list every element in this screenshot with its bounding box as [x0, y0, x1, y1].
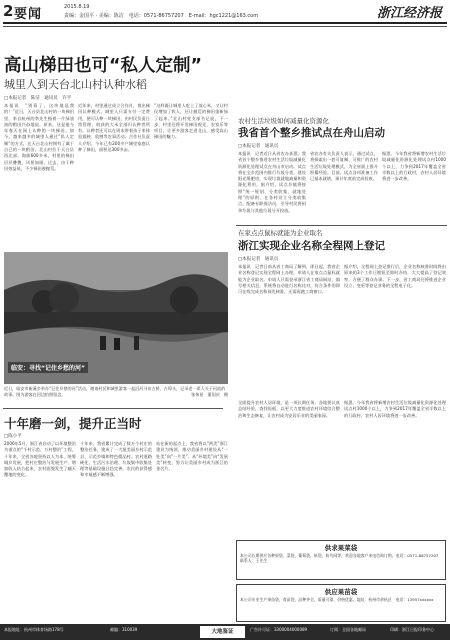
- photo-credit: 张伟星 董国庆 摄: [191, 392, 228, 397]
- right-top-kicker: 农村生活垃圾如何减量化资源化: [238, 117, 329, 125]
- footer-license: 广告许可证：3300004000089: [250, 627, 308, 632]
- right-top-title: 我省首个整乡推试点在舟山启动: [238, 127, 385, 139]
- story3-top-rule: [3, 408, 223, 409]
- page-header: [0, 0, 450, 32]
- right-mid-body-a: 本报讯 记者日前从省工商局了解到，即日起，我省企业名称登记实现全程网上办理，申请人在家点点鼠标就能为企业取名。申请人只需登录浙江省工商局网站，填写相关信息，系统将自动进行名称比对，符合条件的即可在线完成名称预先核准，无需再跑工商窗口。: [238, 264, 340, 295]
- right-mid-kicker: 在家点点鼠标就能为企业取名: [238, 229, 323, 237]
- right-top-body-b: 省农办有关负责人表示，通过试点，将探索出一套可复制、可推广的农村生活垃圾处理模式，为全省面上推开积累经验。目前，试点各项准备工作已基本就绪，预计年底前完成验收。: [310, 151, 378, 182]
- right-top-body-c: 据悉，今年我省将新增农村生活垃圾减量化资源化处理试点村1000个以上，力争到2017年覆盖全省半数以上的行政村，农村人居环境将进一步改善。: [382, 151, 446, 182]
- photo-caption-text: 近日，临安市新溪乡举办“记住乡愁的河”活动，邀请村民和城里游客一起沿河寻访古桥、古埠头，记录老一辈人关于河流的故事。图为游客在河边拍照留念。: [4, 386, 226, 397]
- right-top-byline: □本报记者 通讯员: [238, 144, 279, 149]
- page-number: 2: [3, 2, 14, 20]
- story3-byline: □陈小平: [4, 434, 22, 439]
- footer-printer: 印刷：浙江日报印务中心: [390, 627, 434, 632]
- editor-credits: 责编：金国平 · 美编：陈洁: [64, 13, 124, 19]
- section-name: 要闻: [14, 7, 43, 22]
- ad2-title: 供应果苗袋: [324, 588, 358, 596]
- lead-body-right: “这样既让城里人吃上了放心米，又让村民增加了收入，还让抛荒的梯田重新绿了起来。”北山村党支部书记说，下一步，村里还将开发梯田观光、农家乐等项目，让更多游客走进北山，感受高山梯田的魅力。: [154, 103, 228, 140]
- lead-body-left: 本报讯 “别看了，这块地是我的！”近日，天台县北山村的一块梯田里，来自杭州的李先生指着一片绿油油的稻田兴奋地说。原来，这是他今年春天在网上认种的一块梯田。如今，越来越多的城里人通过“私人定制”的方式，在天台北山村拥有了属于自己的一块稻田。北山村位于天台县西北部，海拔600多米，村里的梯田层层叠叠，风景如画。过去，由于种田效益低，不少梯田被抛荒。: [4, 103, 74, 171]
- right-mid-title: 浙江实现企业名称全程网上登记: [238, 240, 385, 252]
- ad1-text: 本公司长期供应各种果袋、菜袋、葡萄袋、纸袋、防鸟网等，欢迎各地客户来电咨询订购。电话：0571-86757207 联系人：王先生: [240, 553, 443, 564]
- contact-line: 电话：0571-86757207 E-mail：hgc1221@163.com: [128, 13, 259, 19]
- masthead-logo: 浙江经济报: [376, 6, 442, 21]
- right-mid-byline: □本报记者 通讯员: [238, 257, 279, 262]
- story3-body-c: 站在新的起点上，我省将以“两美”浙江建设为统领，推动美丽乡村建设从“一处美”向“一片美”、从“环境美”向“发展美”转变，努力让美丽乡村成为浙江的金名片。: [156, 441, 228, 472]
- lead-title: 高山梯田也可“私人定制”: [4, 56, 203, 76]
- lead-byline: □本报记者 陈洁 通讯员 许平: [4, 96, 72, 101]
- ad2-text: 本公司专业生产果苗袋、育苗袋，品种齐全，质量可靠，价格优惠。地址：杭州市余杭区 电话：13957xxxxxx: [240, 597, 434, 602]
- photo-overlay-title: 临安：寻找“记住乡愁的河”: [8, 362, 88, 373]
- story3-title: 十年磨一剑，提升正当时: [4, 416, 142, 431]
- footer-zip: 邮编：310039: [110, 627, 138, 632]
- right-top-body-a: 本报讯 记者近日从省农办获悉，我省首个整乡推进农村生活垃圾减量化资源化处理试点在舟山市启动。试点将在全乡范围内推行垃圾分类，建设阳光堆肥房，实现垃圾就地减量和资源化利用。据介绍，试点乡镇将按照“统一规划、分类收集、就地处理”的原则，在各村设立分类收集点，配备专职保洁员，引导村民将厨余垃圾与其他垃圾分开投放。: [238, 151, 306, 213]
- footer-address: 本报地址：杭州市体育场路178号: [4, 627, 64, 632]
- right-mid-body-b: 据介绍，全程网上登记推行后，企业名称核准时间将由原来的3个工作日缩短至即时办结，大大提高了登记效率，方便了群众办事。下一步，省工商局还将推进企业设立、变更等登记业务的全程电子化。: [344, 264, 446, 288]
- story3-body-b: 十年来，我省累计完成了数万个村庄的整治任务，建成了一大批美丽乡村示范县、示范乡镇和特色精品村。农村道路硬化、生活污水治理、垃圾集中收集处理等基础设施日趋完善，农民的获得感和幸福感不断增强。: [80, 441, 152, 478]
- lead-body-mid: 近年来，村里通过成立合作社，推出梯田认种模式，城里人只需支付一定费用，便可认种一块梯田，由村民负责日常管理，收获的大米全部归认种者所有。认种者还可以在周末带着孩子来体验插秧、收割等农事活动。合作社负责人介绍，今年已有200多户城里家庭认种了梯田，面积达300多亩。: [78, 103, 150, 153]
- photo-caption: [4, 386, 228, 398]
- footer-subscribe: 订阅：全国各地邮局: [330, 627, 366, 632]
- header-rule: [3, 22, 447, 24]
- header-rule-thin: [3, 26, 447, 27]
- story3-body-a: 2006年5月，浙江省启动了以环境整治为重点的“千村示范、万村整治”工程，十年来，全省各地坚持以人为本、统筹城乡发展，把村庄整治与发展生产、增加收入结合起来，农村面貌发生了翻天覆地的变化。: [4, 441, 76, 478]
- right-divider: [236, 225, 447, 226]
- contact-info: [64, 12, 258, 19]
- footer-label-box: 大地鉴证: [200, 626, 245, 638]
- lead-subtitle: 城里人到天台北山村认种水稻: [4, 78, 147, 91]
- story3-body-d: 全面提升农村人居环境，是一项长期任务。各地要认真总结经验，查找短板，以更大力度推进农村环境综合整治和生态修复，让农村成为安居乐业的美丽家园。: [238, 400, 340, 418]
- ad1-title: 供求果菜袋: [324, 544, 358, 552]
- story3-body-e: 据悉，今年我省将新增农村生活垃圾减量化资源化处理试点村1000个以上，力争到2017年覆盖全省半数以上的行政村，农村人居环境将进一步改善。: [344, 400, 446, 418]
- issue-date: 2015.8.19: [64, 4, 90, 10]
